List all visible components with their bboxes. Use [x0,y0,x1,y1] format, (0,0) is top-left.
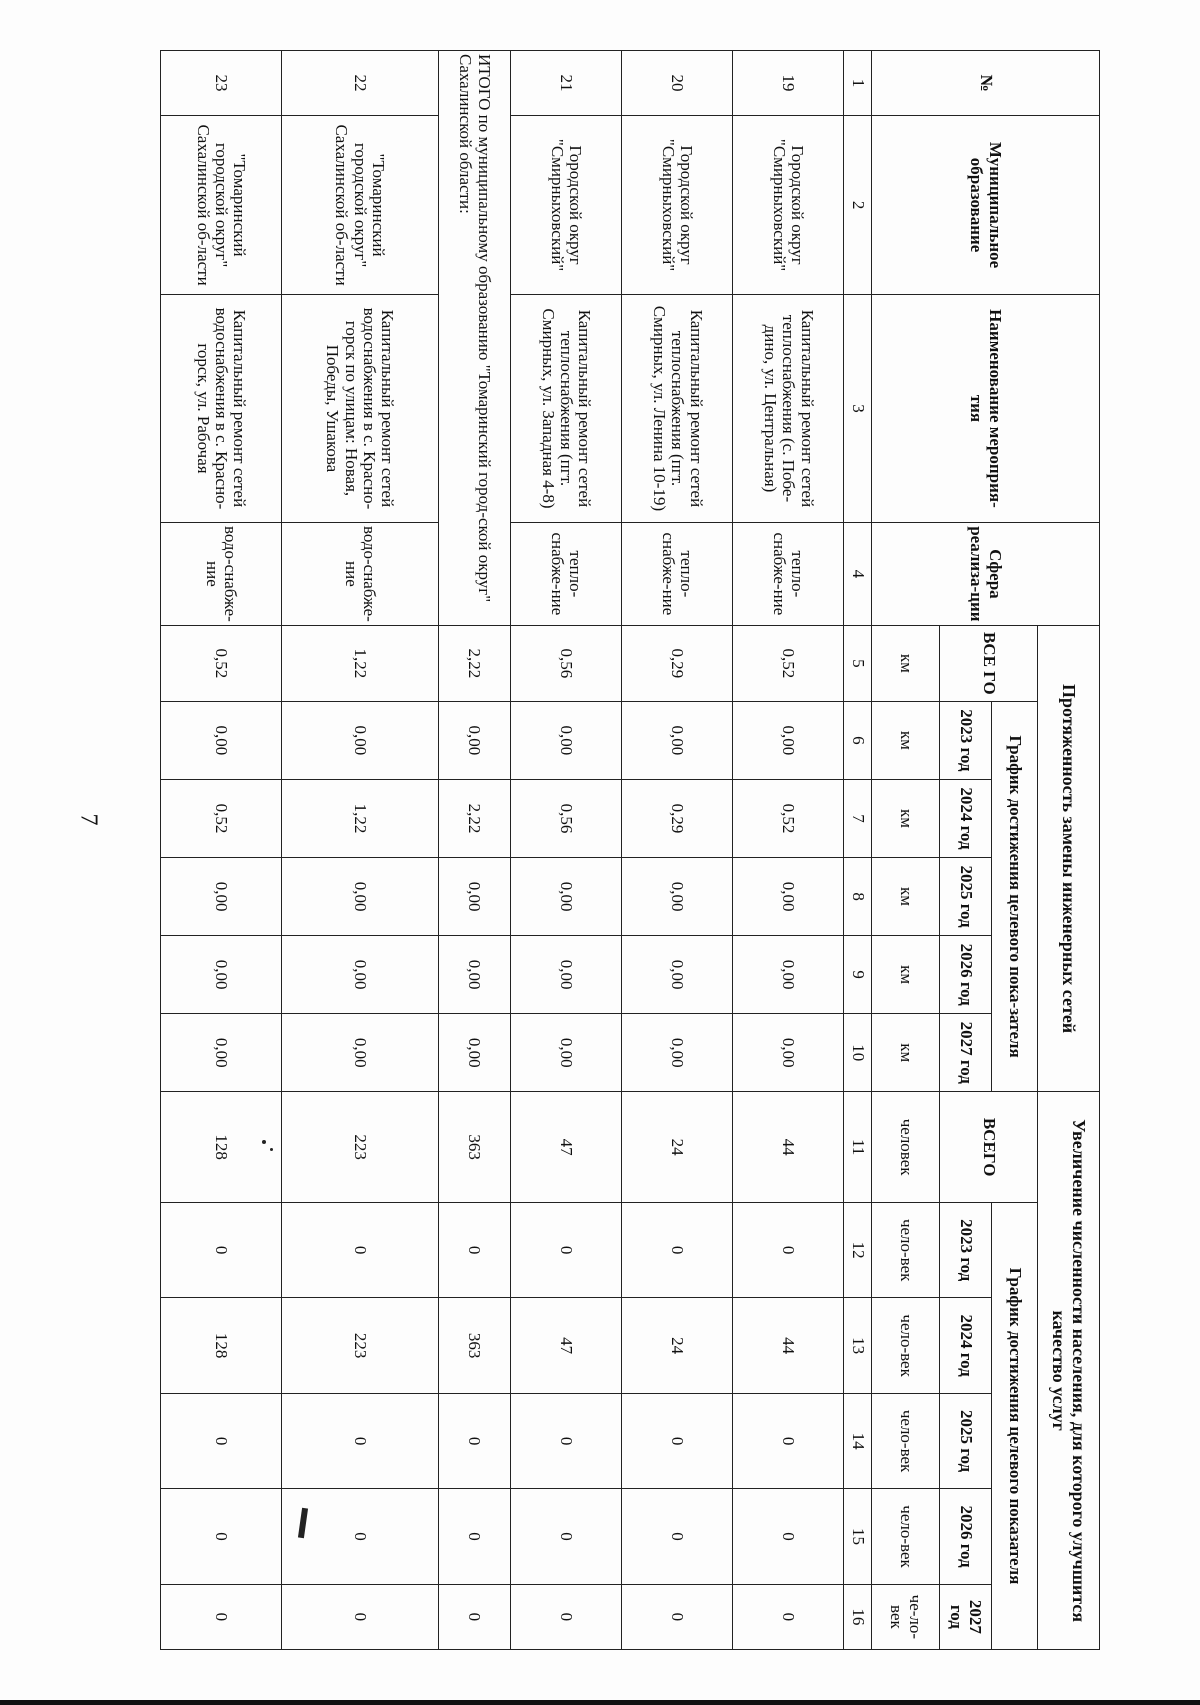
km-value: 0,00 [510,936,621,1014]
column-number: 12 [844,1202,872,1297]
row-municipality: Городской округ "Смирныховский" [510,116,621,295]
row-no: 21 [510,51,621,116]
row-municipality: Городской округ "Смирныховский" [621,116,732,295]
km-value: 0,52 [161,625,282,701]
column-number: 13 [844,1298,872,1393]
km-value: 0,00 [732,858,843,936]
column-number: 4 [844,522,872,625]
km-value: 0,00 [732,936,843,1014]
people-value: 128 [161,1092,282,1203]
unit-cell: чело-век [872,1202,940,1297]
row-municipality: "Томаринский городской округ" Сахалинской об-ласти [281,116,438,295]
people-value: 0 [732,1489,843,1584]
unit-cell: км [872,625,940,701]
table-row [281,51,438,1650]
row-no: 22 [281,51,438,116]
people-value: 0 [161,1584,282,1649]
km-value: 2,22 [438,625,510,701]
km-value: 0,00 [161,858,282,936]
km-value: 0,56 [510,625,621,701]
km-value: 0,00 [621,858,732,936]
row-municipality: "Томаринский городской округ" Сахалинской об-ласти [161,116,282,295]
col-header-no: № [872,51,1100,116]
year-header: 2025 год [940,858,992,936]
unit-cell: км [872,858,940,936]
people-value: 0 [438,1202,510,1297]
people-value: 0 [621,1393,732,1488]
column-number: 1 [844,51,872,116]
column-number-row [844,51,872,1650]
km-value: 0,00 [438,701,510,779]
people-value: 44 [732,1298,843,1393]
people-value: 0 [621,1489,732,1584]
row-no: 20 [621,51,732,116]
table-row [621,51,732,1650]
people-value: 24 [621,1298,732,1393]
people-value: 0 [510,1393,621,1488]
unit-cell: чело-век [872,1393,940,1488]
itogo-label: ИТОГО по муниципальному образованию "Томаринский город-ской округ" Сахалинской области: [438,51,510,626]
km-value: 0,52 [161,779,282,857]
people-value: 24 [621,1092,732,1203]
km-value: 0,00 [438,936,510,1014]
km-value: 0,00 [438,858,510,936]
people-value: 0 [438,1489,510,1584]
table-row [732,51,843,1650]
people-value: 0 [732,1393,843,1488]
km-value: 0,00 [281,1014,438,1092]
row-event: Капитальный ремонт сетей водоснабжения в с. Красно-горск, ул. Рабочая [161,295,282,523]
people-value: 0 [161,1489,282,1584]
people-value: 0 [281,1393,438,1488]
row-event: Капитальный ремонт сетей теплоснабжения (пгт. Смирных, ул. Западная 4-8) [510,295,621,523]
scan-edge [0,1700,1200,1705]
people-value: 128 [161,1298,282,1393]
col-header-sphere: Сфера реализа-ции [872,522,1100,625]
col-header-event: Наименование мероприя-тия [872,295,1100,523]
year-header: 2023 год [940,1202,992,1297]
km-value: 2,22 [438,779,510,857]
km-value: 0,00 [281,936,438,1014]
people-value: 0 [732,1584,843,1649]
people-value: 363 [438,1092,510,1203]
people-value: 0 [161,1202,282,1297]
people-value: 47 [510,1092,621,1203]
people-value: 223 [281,1298,438,1393]
people-value: 0 [732,1202,843,1297]
year-header: 2026 год [940,936,992,1014]
people-value: 0 [281,1584,438,1649]
km-value: 0,00 [621,1014,732,1092]
km-value: 0,00 [161,701,282,779]
row-event: Капитальный ремонт сетей теплоснабжения (пгт. Смирных, ул. Ленина 10-19) [621,295,732,523]
rotated-table-container [160,50,1100,1650]
km-value: 0,00 [510,1014,621,1092]
year-header: 2025 год [940,1393,992,1488]
col-header-population-schedule: График достижения целевого показателя [992,1202,1038,1649]
year-header: 2026 год [940,1489,992,1584]
people-value: 0 [438,1393,510,1488]
people-value: 0 [281,1202,438,1297]
page-number: 7 [75,813,102,826]
col-header-total-length: ВСЕ ГО [940,625,1038,701]
people-value: 363 [438,1298,510,1393]
km-value: 0,00 [621,701,732,779]
table-row [161,51,282,1650]
itogo-row [438,51,510,1650]
row-sphere: водо-снабже-ние [281,522,438,625]
people-value: 47 [510,1298,621,1393]
people-value: 0 [621,1202,732,1297]
data-table [160,50,1100,1650]
km-value: 0,00 [732,1014,843,1092]
km-value: 0,56 [510,779,621,857]
people-value: 0 [510,1202,621,1297]
column-number: 5 [844,625,872,701]
row-sphere: тепло-снабже-ние [510,522,621,625]
km-value: 0,00 [438,1014,510,1092]
row-no: 23 [161,51,282,116]
km-value: 0,00 [161,1014,282,1092]
year-header: 2023 год [940,701,992,779]
km-value: 0,00 [510,858,621,936]
people-value: 0 [510,1489,621,1584]
people-value: 0 [281,1489,438,1584]
unit-cell: человек [872,1092,940,1203]
km-value: 1,22 [281,779,438,857]
people-value: 0 [438,1584,510,1649]
unit-cell: км [872,701,940,779]
km-value: 0,00 [732,701,843,779]
people-value: 0 [621,1584,732,1649]
year-header: 2024 год [940,779,992,857]
column-number: 10 [844,1014,872,1092]
table-row [510,51,621,1650]
year-header: 2024 год [940,1298,992,1393]
km-value: 0,00 [281,701,438,779]
row-event: Капитальный ремонт сетей теплоснабжения (с. Побе-дино, ул. Центральная) [732,295,843,523]
column-number: 9 [844,936,872,1014]
km-value: 0,00 [510,701,621,779]
row-sphere: тепло-снабже-ние [621,522,732,625]
unit-cell: км [872,936,940,1014]
row-municipality: Городской округ "Смирныховский" [732,116,843,295]
col-header-total-population: ВСЕГО [940,1092,1038,1203]
unit-cell: чело-век [872,1489,940,1584]
km-value: 0,52 [732,625,843,701]
km-value: 0,00 [621,936,732,1014]
km-value: 0,00 [161,936,282,1014]
column-number: 7 [844,779,872,857]
column-number: 15 [844,1489,872,1584]
row-event: Капитальный ремонт сетей водоснабжения в с. Красно-горск по улицам: Новая, Победы, Ушакова [281,295,438,523]
people-value: 0 [510,1584,621,1649]
column-number: 6 [844,701,872,779]
column-number: 16 [844,1584,872,1649]
people-value: 44 [732,1092,843,1203]
column-number: 3 [844,295,872,523]
unit-cell: чело-век [872,1298,940,1393]
year-header: 2027 год [940,1584,992,1649]
col-group-population: Увеличение численности населения, для которого улучшится качество услуг [1038,1092,1100,1650]
km-value: 1,22 [281,625,438,701]
km-value: 0,52 [732,779,843,857]
column-number: 11 [844,1092,872,1203]
col-header-municipality: Муниципальное образование [872,116,1100,295]
column-number: 8 [844,858,872,936]
unit-cell: че-ло-век [872,1584,940,1649]
km-value: 0,00 [281,858,438,936]
people-value: 0 [161,1393,282,1488]
column-number: 14 [844,1393,872,1488]
col-group-length: Протяженность замены инженерных сетей [1038,625,1100,1091]
unit-cell: км [872,779,940,857]
year-header: 2027 год [940,1014,992,1092]
km-value: 0,29 [621,779,732,857]
column-number: 2 [844,116,872,295]
unit-cell: км [872,1014,940,1092]
col-header-length-schedule: График достижения целевого пока-зателя [992,701,1038,1091]
people-value: 223 [281,1092,438,1203]
km-value: 0,29 [621,625,732,701]
row-no: 19 [732,51,843,116]
row-sphere: водо-снабже-ние [161,522,282,625]
row-sphere: тепло-снабже-ние [732,522,843,625]
